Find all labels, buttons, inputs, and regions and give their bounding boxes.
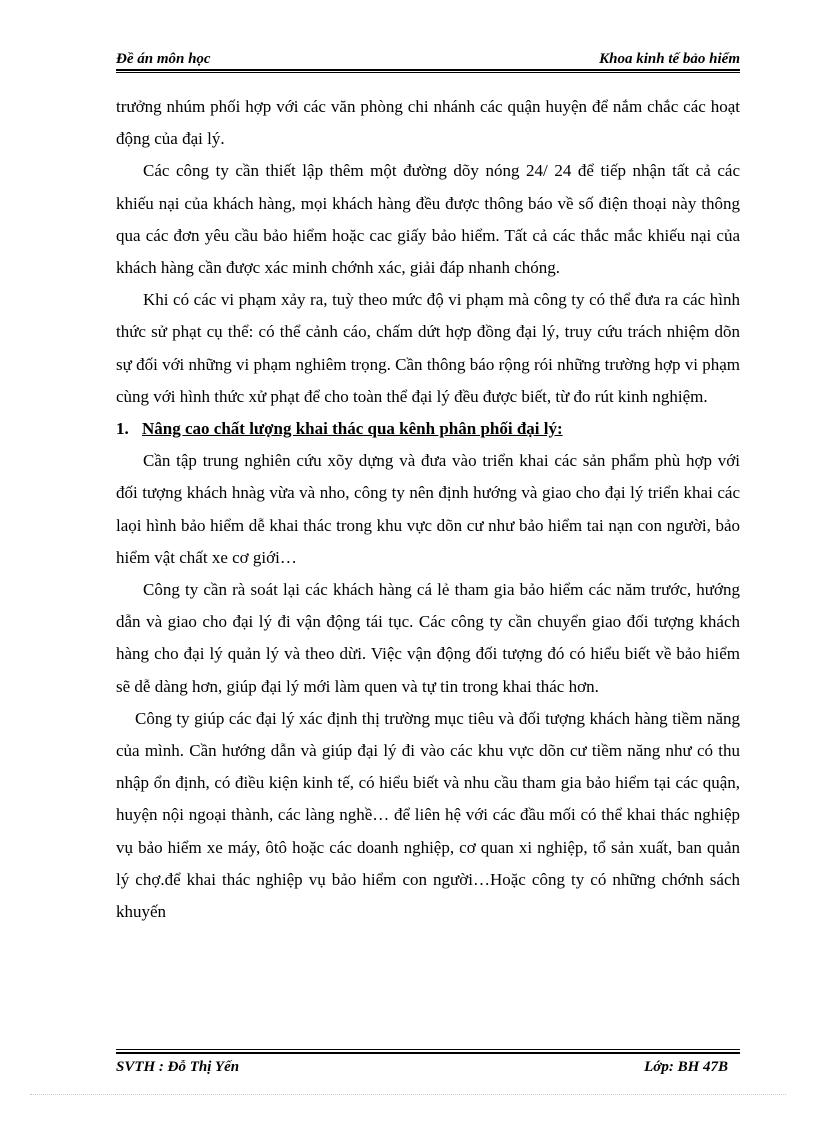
header-faculty-name: Khoa kinh tế bảo hiểm: [599, 51, 740, 67]
footer-class-name: Lớp: BH 47B: [644, 1059, 728, 1075]
paragraph-target-market: Công ty giúp các đại lý xác định thị trường mục tiêu và đối tượng khách hàng tiềm năng của mình. Cần hướng dẫn và giúp đại lý đi vào các khu vực dõn cư tiềm năng như có thu nhập ổn định, có điều kiện kinh tế, có hiểu biết và nhu cầu tham gia bảo hiểm tại các quận, huyện nội ngoại thành, các làng nghề… để liên hệ với các đầu mối có thể khai thác nghiệp vụ bảo hiểm xe máy, ôtô hoặc các doanh nghiệp, cơ quan xi nghiệp, tổ sản xuất, ban quản lý chợ.để khai thác nghiệp vụ bảo hiểm con người…Hoặc công ty có những chớnh sách khuyến: [116, 708, 740, 922]
document-body: [116, 91, 740, 928]
footer-rule: [116, 1052, 740, 1054]
header-course-title: Đề án môn học: [116, 51, 211, 67]
footer-rule-thin: [116, 1049, 740, 1050]
header-rule: [116, 69, 740, 71]
footer-student-name: SVTH : Đỗ Thị Yến: [116, 1059, 240, 1075]
section-heading: [116, 413, 740, 445]
paragraph-hotline: Các công ty cần thiết lập thêm một đường dõy nóng 24/ 24 để tiếp nhận tất cả các khiếu nại của khách hàng, mọi khách hàng đều được thông báo về số điện thoại này thông qua các đơn yêu cầu bảo hiểm hoặc cac giấy bảo hiểm. Tất cả các thắc mắc khiếu nại của khách hàng cần được xác minh chớnh xác, giải đáp nhanh chóng.: [116, 161, 740, 278]
paragraph-violations: Khi có các vi phạm xảy ra, tuỳ theo mức độ vi phạm mà công ty có thể đưa ra các hình thức sử phạt cụ thể: có thể cảnh cáo, chấm dứt hợp đồng đại lý, truy cứu trách nhiệm dõn sự đối với những vi phạm nghiêm trọng. Cần thông báo rộng rói những trường hợp vi phạm cùng với hình thức xử phạt để cho toàn thể đại lý đều được biết, từ đo rút kinh nghiệm.: [116, 290, 740, 406]
page-bottom-divider: [30, 1094, 786, 1095]
paragraph-products: Cần tập trung nghiên cứu xõy dựng và đưa vào triển khai các sản phẩm phù hợp với đối tượng khách hnàg vừa và nho, công ty nên định hướng và giao cho đại lý triển khai các laọi hình bảo hiểm dễ khai thác trong khu vực dõn cư như bảo hiểm tai nạn con người, bảo hiểm vật chất xe cơ giới…: [116, 451, 740, 567]
page-header: [116, 50, 740, 70]
page-footer: [116, 1058, 740, 1078]
paragraph-continuation: trưởng nhúm phối hợp với các văn phòng chi nhánh các quận huyện để nắm chắc các hoạt động của đại lý.: [116, 97, 740, 149]
section-title: Nâng cao chất lượng khai thác qua kênh phân phối đại lý:: [142, 419, 563, 439]
header-rule-thin: [116, 72, 740, 73]
section-number: 1.: [116, 419, 129, 439]
paragraph-review-customers: Công ty cần rà soát lại các khách hàng cá lẻ tham gia bảo hiểm các năm trước, hướng dẫn và giao cho đại lý đi vận động tái tục. Các công ty cần chuyển giao đối tượng khách hàng cho đại lý quản lý và theo dừi. Việc vận động đối tượng đó có hiểu biết về bảo hiểm sẽ dễ dàng hơn, giúp đại lý mới làm quen và tự tin trong khai thác hơn.: [116, 580, 740, 696]
